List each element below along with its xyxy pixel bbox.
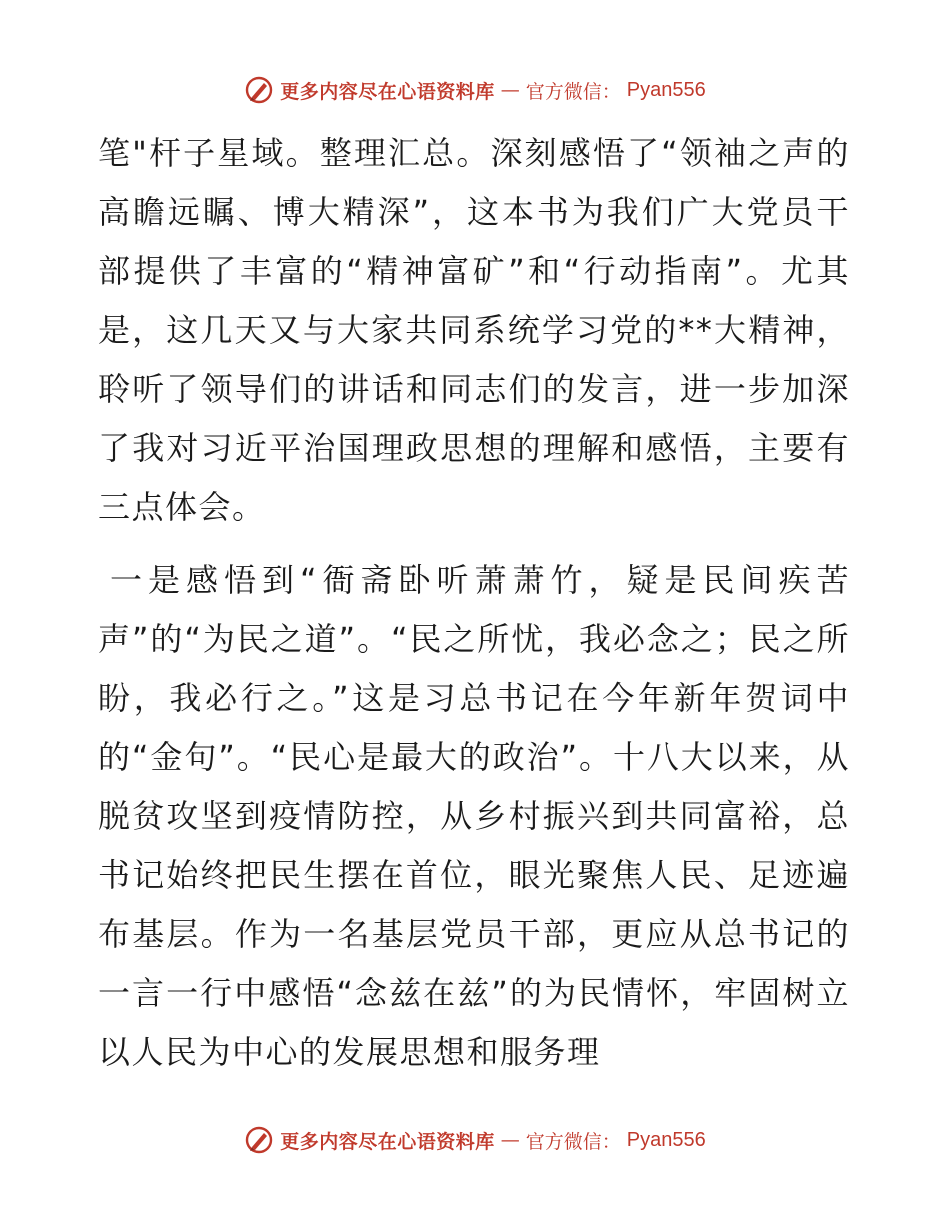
pen-logo-icon — [244, 75, 274, 105]
footer-watermark — [0, 1120, 950, 1160]
watermark-group — [244, 1125, 706, 1155]
watermark-wechat-id: Pyan556 — [626, 1128, 706, 1151]
header-watermark — [0, 70, 950, 110]
watermark-separator: — — [500, 1129, 520, 1151]
watermark-brand: 更多内容尽在心语资料库 — [280, 80, 495, 103]
watermark-group — [244, 75, 706, 105]
watermark-wechat-id: Pyan556 — [626, 78, 706, 101]
paragraph-1: 笔"杆子星域。整理汇总。深刻感悟了“领袖之声的高瞻远瞩、博大精深”，这本书为我们广大党员干部提供了丰富的“精神富矿”和“行动指南”。尤其是，这几天又与大家共同系统学习党的**大精神，聆听了领导们的讲话和同志们的发言，进一步加深了我对习近平治国理政思想的理解和感悟，主要有三点体会。 — [98, 134, 850, 526]
watermark-separator: — — [500, 79, 520, 101]
watermark-label: 官方微信： — [525, 80, 621, 103]
paragraph-2: 一是感悟到“衙斋卧听萧萧竹，疑是民间疾苦声”的“为民之道”。“民之所忧，我必念之；民之所盼，我必行之。”这是习总书记在今年新年贺词中的“金句”。“民心是最大的政治”。十八大以来，从脱贫攻坚到疫情防控，从乡村振兴到共同富裕，总书记始终把民生摆在首位，眼光聚焦人民、足迹遍布基层。作为一名基层党员干部，更应从总书记的一言一行中感悟“念兹在兹”的为民情怀，牢固树立以人民为中心的发展思想和服务理 — [98, 561, 850, 1071]
pen-logo-icon — [244, 1125, 274, 1155]
watermark-brand: 更多内容尽在心语资料库 — [280, 1130, 495, 1153]
document-body — [98, 124, 850, 1082]
watermark-label: 官方微信： — [525, 1130, 621, 1153]
